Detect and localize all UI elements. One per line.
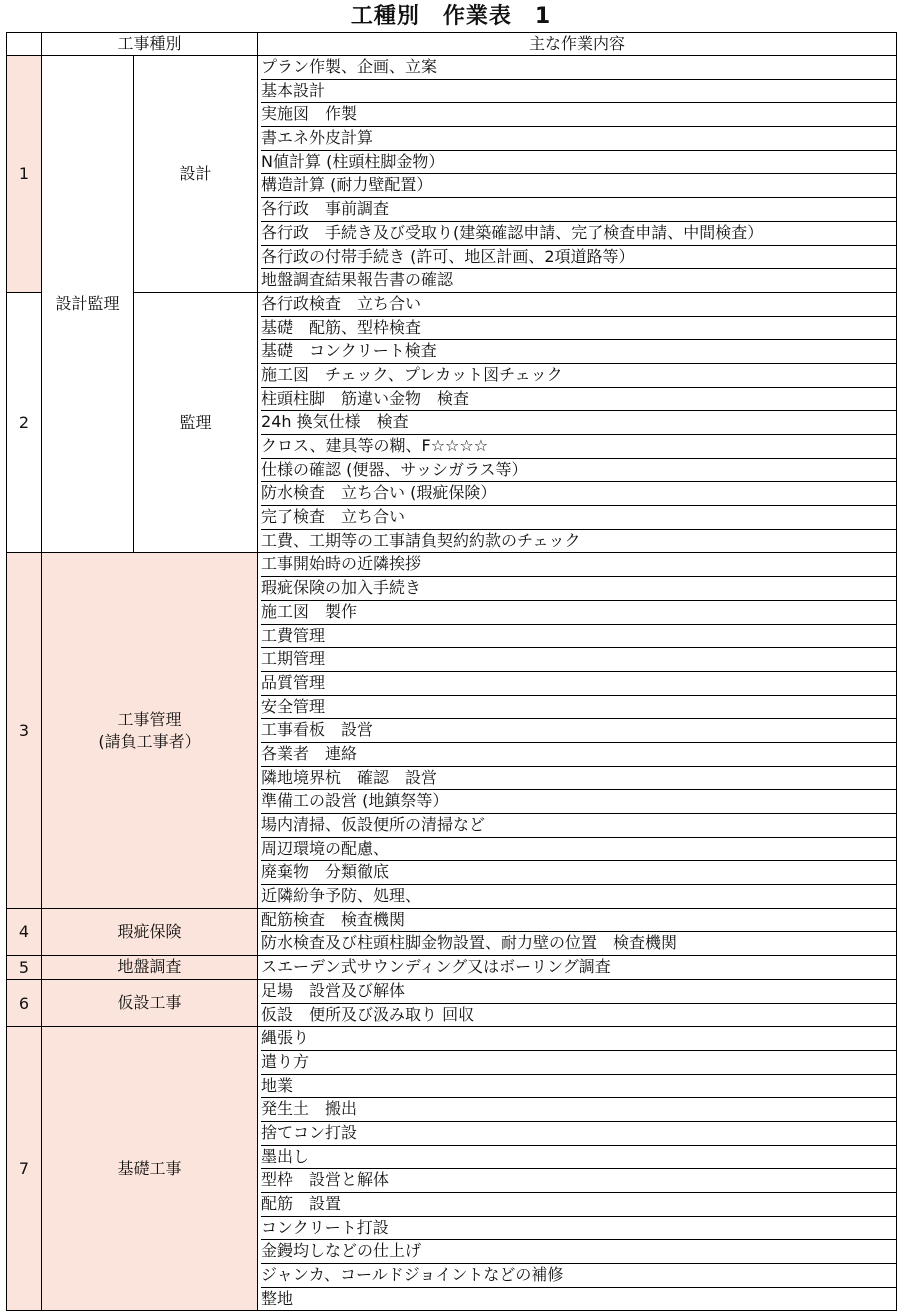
- task-item: 各行政の付帯手続き (許可、地区計画、2項道路等）: [261, 246, 896, 270]
- task-item: 工事開始時の近隣挨拶: [261, 553, 896, 577]
- task-item: 発生土 搬出: [261, 1098, 896, 1122]
- table-row: [7, 956, 897, 980]
- task-item: スエーデン式サウンディング又はボーリング調査: [261, 957, 611, 977]
- task-cell: [258, 553, 897, 908]
- page-title: 工種別 作業表 1: [350, 4, 552, 29]
- task-item: 各行政 手続き及び受取り(建築確認申請、完了検査申請、中間検査）: [261, 222, 896, 246]
- task-cell: [258, 56, 897, 293]
- task-item: 仮設 便所及び汲み取り 回収: [261, 1004, 475, 1024]
- task-item: 廃棄物 分類徹底: [261, 861, 896, 885]
- table-row: [7, 979, 897, 1026]
- task-item: 品質管理: [261, 672, 896, 696]
- task-cell: [258, 908, 897, 955]
- task-item: 防水検査及び柱頭柱脚金物設置、耐力壁の位置 検査機関: [261, 933, 678, 953]
- work-table: [6, 32, 897, 1311]
- table-row: [7, 1027, 897, 1311]
- task-item: 瑕疵保険の加入手続き: [261, 577, 896, 601]
- category-label: 工事管理: [117, 709, 182, 729]
- task-item: 構造計算 (耐力壁配置）: [261, 174, 896, 198]
- task-item: 地盤調査結果報告書の確認: [261, 270, 454, 290]
- task-item: 準備工の設営 (地鎮祭等）: [261, 790, 896, 814]
- task-item: 書エネ外皮計算: [261, 127, 896, 151]
- task-item: 隣地境界杭 確認 設営: [261, 767, 896, 791]
- task-item: 周辺環境の配慮、: [261, 838, 896, 862]
- task-item: 防水検査 立ち合い (瑕疵保険）: [261, 482, 896, 506]
- sub-category: 設計: [134, 56, 258, 293]
- group-label: 設計監理: [55, 294, 120, 314]
- task-item: 基本設計: [261, 80, 896, 104]
- task-item: 墨出し: [261, 1146, 896, 1170]
- task-item: 足場 設営及び解体: [261, 980, 896, 1004]
- row-number: 3: [7, 553, 42, 908]
- task-item: 整地: [261, 1288, 294, 1308]
- task-item: 近隣紛争予防、処理、: [261, 886, 422, 906]
- row-number: 6: [7, 979, 42, 1026]
- row-number: 1: [7, 56, 42, 293]
- task-item: 24h 換気仕様 検査: [261, 411, 896, 435]
- category-cell: [42, 956, 258, 980]
- task-item: 工費管理: [261, 625, 896, 649]
- task-item: 工期管理: [261, 648, 896, 672]
- row-number: 7: [7, 1027, 42, 1311]
- task-item: N値計算 (柱頭柱脚金物）: [261, 151, 896, 175]
- group-cell: [42, 56, 134, 553]
- task-item: 配筋検査 検査機関: [261, 909, 896, 933]
- table-row: [7, 56, 897, 293]
- category-label: 瑕疵保険: [117, 921, 182, 941]
- task-item: 捨てコン打設: [261, 1122, 896, 1146]
- task-item: 仕様の確認 (便器、サッシガラス等）: [261, 459, 896, 483]
- task-item: 柱頭柱脚 筋違い金物 検査: [261, 388, 896, 412]
- row-number: 5: [7, 956, 42, 980]
- category-label: 仮設工事: [117, 993, 182, 1012]
- task-cell: [258, 1027, 897, 1311]
- task-item: 安全管理: [261, 696, 896, 720]
- task-cell: [258, 956, 897, 980]
- task-item: 基礎 コンクリート検査: [261, 340, 896, 364]
- row-number: 2: [7, 292, 42, 553]
- task-item: 場内清掃、仮設便所の清掃など: [261, 814, 896, 838]
- task-item: クロス、建具等の糊、F☆☆☆☆: [261, 435, 896, 459]
- task-item: 金鏝均しなどの仕上げ: [261, 1240, 896, 1264]
- row-number: 4: [7, 908, 42, 955]
- task-cell: [258, 979, 897, 1026]
- task-item: 各行政検査 立ち合い: [261, 293, 896, 317]
- task-item: 縄張り: [261, 1027, 896, 1051]
- category-cell: [42, 908, 258, 955]
- table-row: [7, 553, 897, 908]
- task-item: 配筋 設置: [261, 1193, 896, 1217]
- category-cell: [42, 979, 258, 1026]
- task-item: 施工図 製作: [261, 601, 896, 625]
- header-tasks: 主な作業内容: [258, 33, 897, 56]
- task-item: コンクリート打設: [261, 1217, 896, 1241]
- task-cell: [258, 292, 897, 553]
- task-item: 工事看板 設営: [261, 719, 896, 743]
- task-item: 地業: [261, 1075, 896, 1099]
- header-category: 工事種別: [42, 33, 258, 56]
- task-item: ジャンカ、コールドジョイントなどの補修: [261, 1264, 896, 1288]
- task-item: 各業者 連絡: [261, 743, 896, 767]
- task-item: 基礎 配筋、型枠検査: [261, 317, 896, 341]
- task-item: 遣り方: [261, 1051, 896, 1075]
- task-item: 型枠 設営と解体: [261, 1169, 896, 1193]
- category-cell: [42, 553, 258, 908]
- task-item: 各行政 事前調査: [261, 198, 896, 222]
- category-sublabel: (請負工事者）: [98, 731, 201, 751]
- task-item: 工費、工期等の工事請負契約約款のチェック: [261, 530, 581, 550]
- category-label: 地盤調査: [117, 957, 182, 977]
- sub-category: 監理: [134, 292, 258, 553]
- header-num: [7, 33, 42, 56]
- category-cell: [42, 1027, 258, 1311]
- task-item: 実施図 作製: [261, 103, 896, 127]
- table-row: [7, 908, 897, 955]
- header-row: [7, 33, 897, 56]
- table-row: [7, 292, 897, 553]
- task-item: 施工図 チェック、プレカット図チェック: [261, 364, 896, 388]
- task-item: 完了検査 立ち合い: [261, 506, 896, 530]
- category-label: 基礎工事: [117, 1158, 182, 1178]
- task-item: プラン作製、企画、立案: [261, 56, 896, 80]
